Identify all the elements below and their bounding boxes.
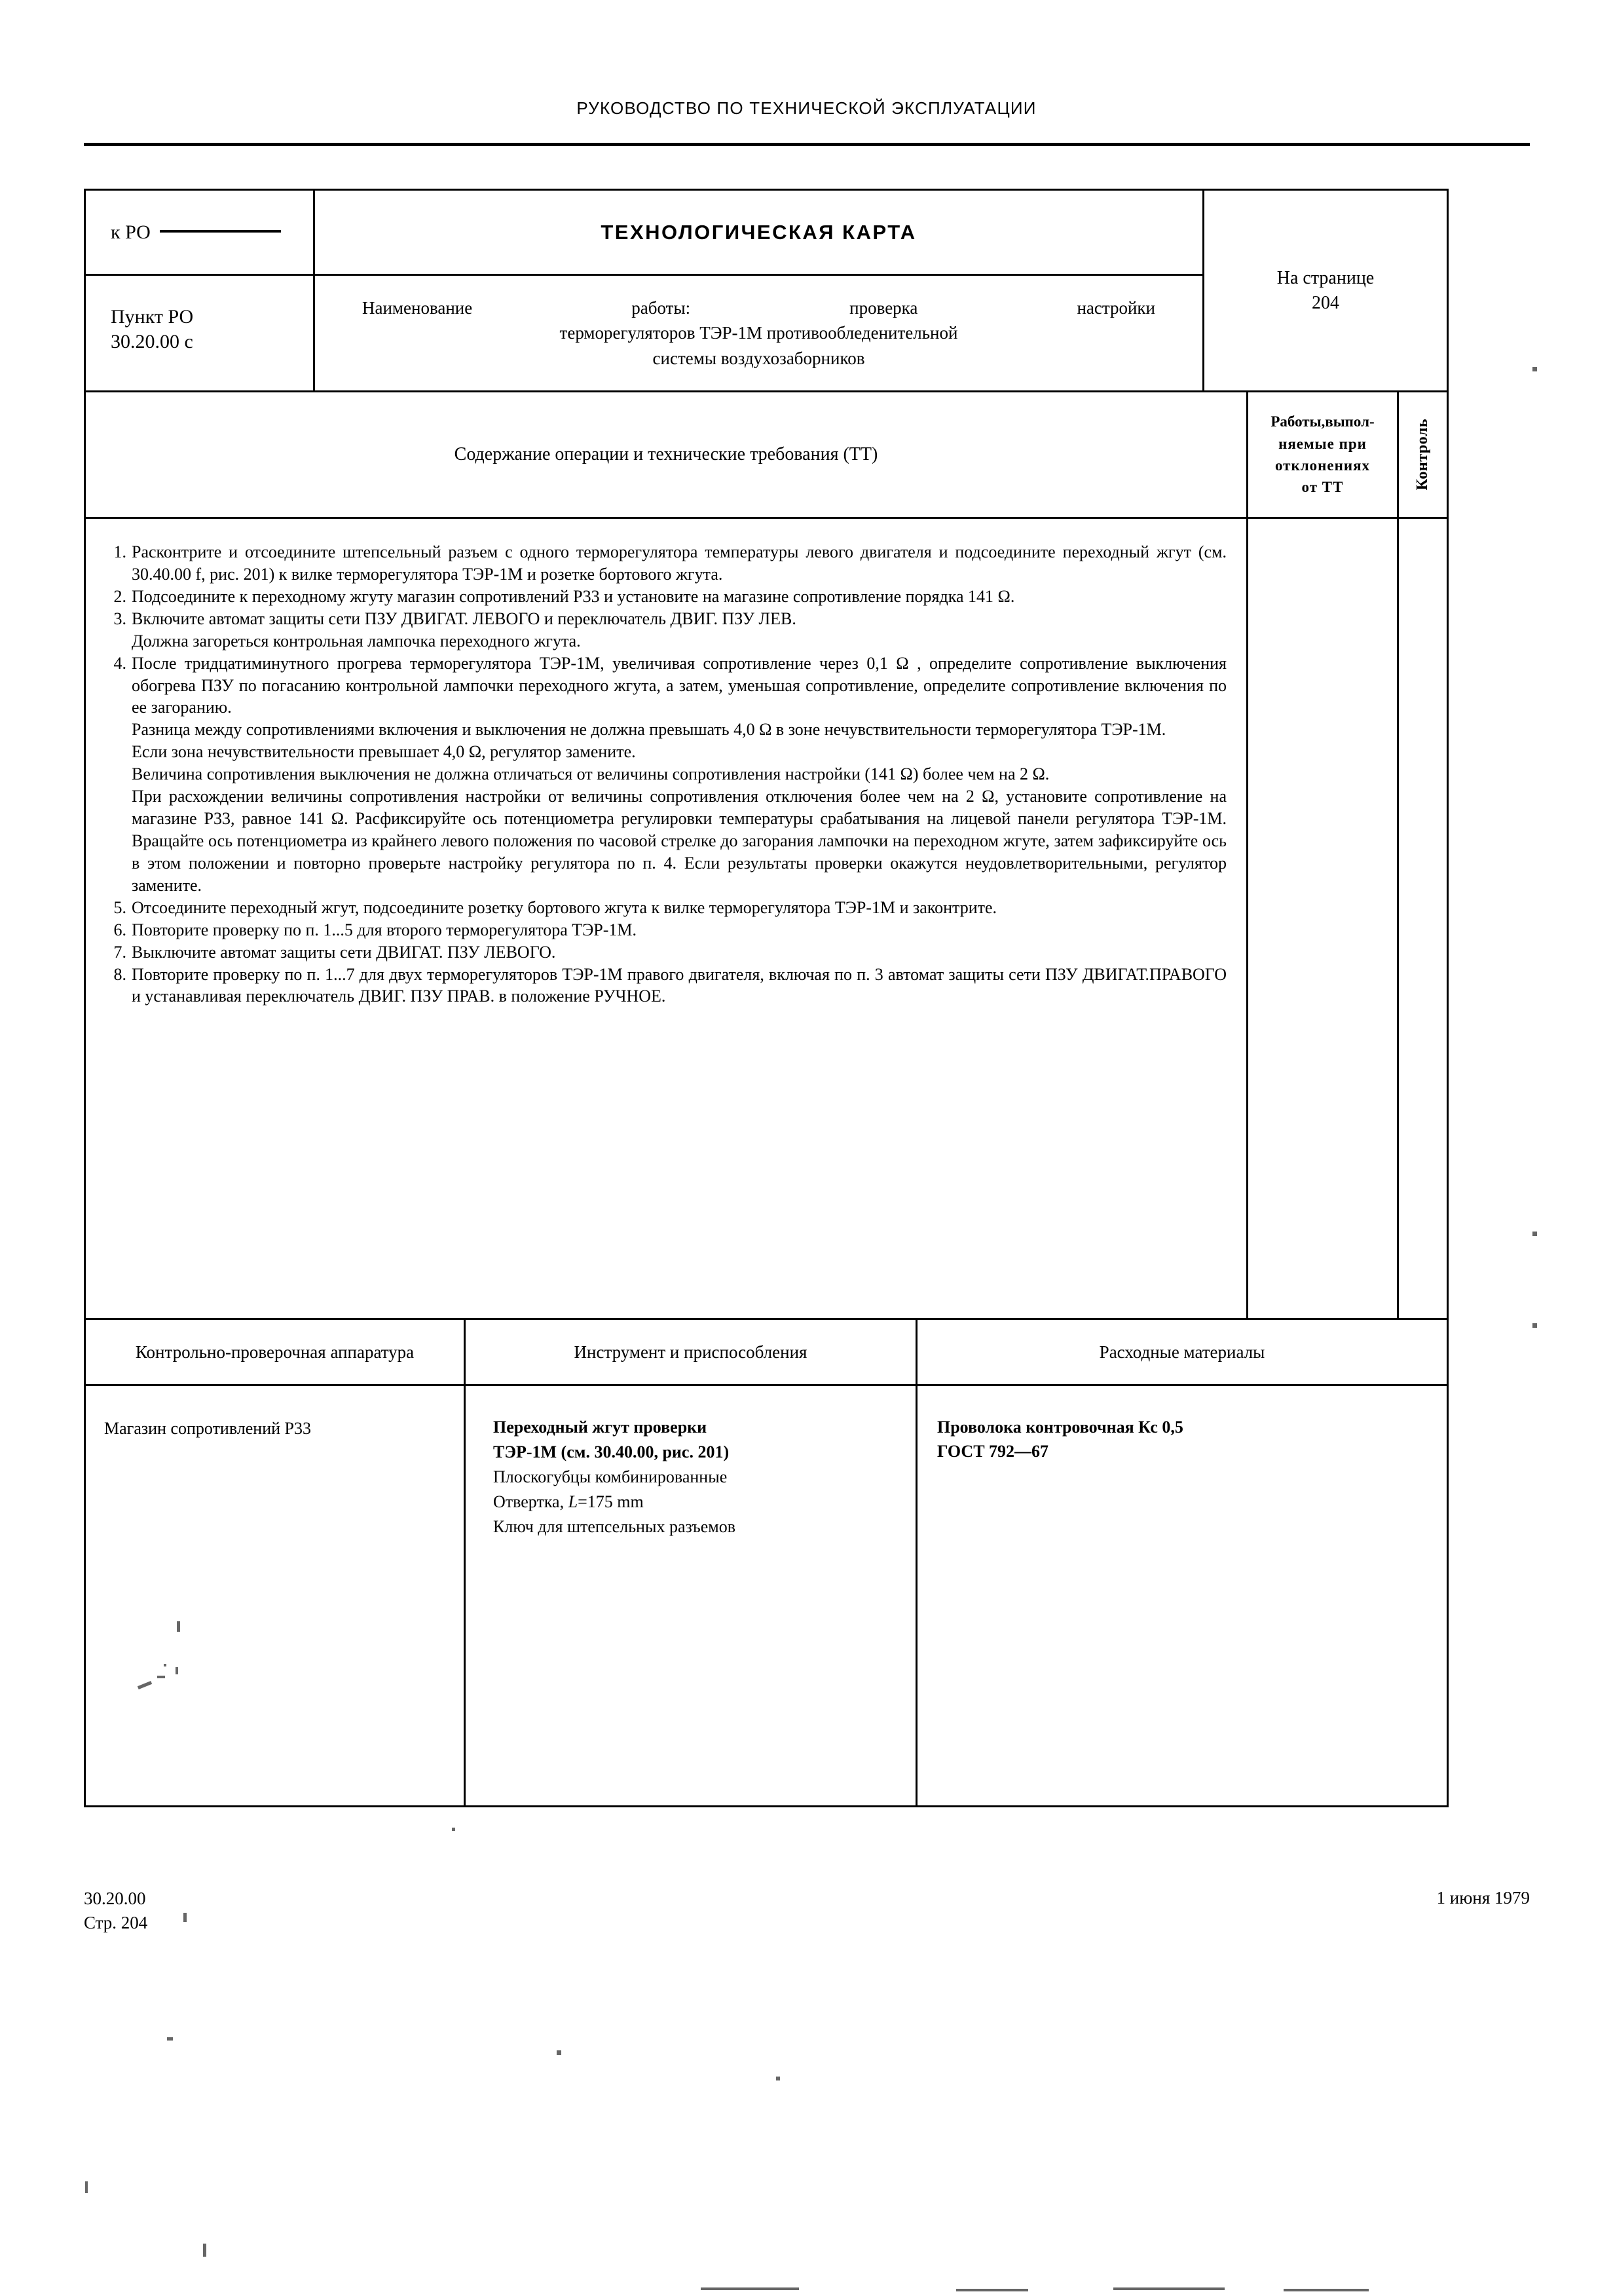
operations-list-cell xyxy=(86,519,1248,1318)
work-name-line-1 xyxy=(362,295,1155,320)
scan-speck xyxy=(164,1664,166,1666)
footer-left-block xyxy=(84,1887,147,1934)
work-name-word-3: проверка xyxy=(849,298,918,318)
operation-content-header-cell xyxy=(86,392,1248,517)
footer-doc-number: 30.20.00 xyxy=(84,1889,146,1908)
operation-step-number: 7. xyxy=(113,942,126,962)
work-name-line-3: системы воздухозаборников xyxy=(652,348,865,368)
deviations-header-line-3: отклонениях xyxy=(1274,457,1371,474)
control-header: Контроль xyxy=(1414,419,1431,491)
operation-step-number: 1. xyxy=(113,542,126,561)
page-reference-text xyxy=(1277,266,1374,315)
operation-step-paragraph: Если зона нечувствительности превышает 4,0 Ω, регулятор замените. xyxy=(132,742,636,762)
equipment-list-cell xyxy=(86,1386,466,1805)
work-name-word-2: работы: xyxy=(631,298,691,318)
operation-step-number: 6. xyxy=(113,920,126,939)
deviations-header xyxy=(1270,411,1374,498)
card-header-middle-column xyxy=(315,191,1204,390)
screwdriver-length-value: =175 mm xyxy=(578,1492,644,1511)
operation-step-paragraph: Повторите проверку по п. 1...5 для второго терморегулятора ТЭР-1М. xyxy=(132,920,637,939)
deviations-header-line-4: от ТТ xyxy=(1301,479,1344,496)
deviations-header-line-1: Работы,выпол- xyxy=(1270,413,1375,430)
header-divider-rule xyxy=(84,143,1530,146)
operation-step-paragraph: Разница между сопротивлениями включения и выключения не должна превышать 4,0 Ω в зоне нечувствительности терморегулятора ТЭР-1М. xyxy=(132,720,1166,740)
operation-step-paragraph: При расхождении величины сопротивления настройки от величины сопротивления отключения более чем на 2 Ω, установите сопротивление на магазине Р33, равное 141 Ω. Расфиксируйте ось потенциометра регулировки температуры срабатывания на лицевой панели регулятора ТЭР-1М. Вращайте ось потенциометра из крайнего левого положения по часовой стрелке до загорания лампочки на переходном жгуте, затем зафиксируйте ось в этом положении и повторно проверьте настройку регулятора по п. 4. Если результаты проверки окажутся неудовлетворительными, регулятор замените. xyxy=(132,787,1227,895)
footer-page-number: Стр. 204 xyxy=(84,1912,148,1932)
page-reference-cell xyxy=(1204,191,1447,390)
equipment-item: Магазин сопротивлений Р33 xyxy=(104,1419,311,1438)
work-name-text xyxy=(362,295,1155,371)
operation-step xyxy=(102,897,1227,919)
operation-step-number: 2. xyxy=(113,586,126,606)
scan-speck xyxy=(1284,2289,1369,2291)
scan-speck xyxy=(176,1667,178,1674)
work-name-cell xyxy=(315,276,1202,390)
operation-step-paragraph: Величина сопротивления выключения не должна отличаться от величины сопротивления настройки (141 Ω) более чем на 2 Ω. xyxy=(132,764,1050,784)
operation-step xyxy=(102,919,1227,941)
page-header xyxy=(0,98,1613,119)
punkt-ro-value: 30.20.00 с xyxy=(111,331,193,353)
deviations-body-cell xyxy=(1248,519,1399,1318)
card-header-left-column xyxy=(86,191,315,390)
resources-headers-row xyxy=(86,1318,1447,1384)
operation-step-number: 5. xyxy=(113,897,126,917)
operation-content-header: Содержание операции и технические требования (ТТ) xyxy=(454,444,878,464)
work-name-line-2: терморегуляторов ТЭР-1М противообледенительной xyxy=(559,323,958,343)
screwdriver-label: Отвертка, xyxy=(493,1492,568,1511)
operation-step-paragraph: Повторите проверку по п. 1...7 для двух терморегуляторов ТЭР-1М правого двигателя, включая по п. 3 автомат защиты сети ПЗУ ДВИГАТ.ПРАВОГО и устанавливая переключатель ДВИГ. ПЗУ ПРАВ. в положение РУЧНОЕ. xyxy=(132,964,1227,1006)
tool-item-screwdriver xyxy=(493,1490,904,1515)
work-name-word-1: Наименование xyxy=(362,298,473,318)
operation-step-paragraph: После тридцатиминутного прогрева терморегулятора ТЭР-1М, увеличивая сопротивление через 0,1 Ω , определите сопротивление выключения обогрева ПЗУ по погасанию контрольной лампочки переходного жгута, а затем, уменьшая сопротивление, определите сопротивление включения по ее загоранию. xyxy=(132,653,1227,717)
card-header-row xyxy=(86,191,1447,390)
tool-item-harness-line-1: Переходный жгут проверки xyxy=(493,1418,707,1437)
manual-title: РУКОВОДСТВО ПО ТЕХНИЧЕСКОЙ ЭКСПЛУАТАЦИИ xyxy=(576,98,1037,118)
control-body-cell xyxy=(1399,519,1447,1318)
scan-speck xyxy=(1532,1323,1537,1328)
operation-step xyxy=(102,652,1227,897)
operation-step-paragraph: Включите автомат защиты сети ПЗУ ДВИГАТ. ЛЕВОГО и переключатель ДВИГ. ПЗУ ЛЕВ. xyxy=(132,609,796,628)
page-reference-number: 204 xyxy=(1312,292,1339,313)
tools-list-cell xyxy=(466,1386,918,1805)
screwdriver-length-symbol: L xyxy=(568,1492,578,1511)
material-item-wire: Проволока контровочная Кс 0,5 xyxy=(937,1418,1183,1437)
kro-label: к РО xyxy=(111,221,151,243)
materials-header: Расходные материалы xyxy=(1099,1342,1265,1362)
scan-speck xyxy=(183,1913,187,1922)
kro-cell xyxy=(86,191,313,276)
materials-header-cell xyxy=(918,1320,1447,1384)
scan-speck xyxy=(776,2077,780,2080)
operations-body-row xyxy=(86,517,1447,1318)
operation-step-paragraph: Расконтрите и отсоедините штепсельный разъем с одного терморегулятора температуры левого двигателя и подсоедините переходный жгут (см. 30.40.00 f, рис. 201) к вилке терморегулятора ТЭР-1М и розетке бортового жгута. xyxy=(132,542,1227,584)
card-title-cell xyxy=(315,191,1202,276)
operation-step xyxy=(102,608,1227,652)
scan-speck xyxy=(1532,1232,1537,1236)
tools-header-cell xyxy=(466,1320,918,1384)
punkt-ro-label: Пункт РО xyxy=(111,306,194,328)
work-name-word-4: настройки xyxy=(1077,298,1155,318)
material-item-gost: ГОСТ 792—67 xyxy=(937,1442,1049,1461)
operation-step-paragraph: Подсоедините к переходному жгуту магазин сопротивлений Р33 и установите на магазине сопротивление порядка 141 Ω. xyxy=(132,586,1015,606)
scan-speck xyxy=(85,2181,88,2193)
operation-step xyxy=(102,941,1227,964)
scan-speck xyxy=(1532,367,1537,371)
tool-item-wrench: Ключ для штепсельных разъемов xyxy=(493,1516,736,1536)
scan-speck xyxy=(452,1828,455,1831)
scan-speck xyxy=(203,2244,206,2257)
footer-date: 1 июня 1979 xyxy=(1436,1888,1530,1908)
scan-speck xyxy=(157,1676,165,1678)
punkt-ro-cell xyxy=(86,276,313,390)
operation-step-number: 4. xyxy=(113,653,126,673)
operation-step-paragraph: Отсоедините переходный жгут, подсоедините розетку бортового жгута к вилке терморегулятора ТЭР-1М и законтрите. xyxy=(132,897,997,917)
kro-blank-line xyxy=(160,230,281,233)
resources-body-row xyxy=(86,1384,1447,1805)
operation-step-paragraph: Должна загореться контрольная лампочка переходного жгута. xyxy=(132,631,581,650)
deviations-header-line-2: няемые при xyxy=(1278,435,1367,452)
materials-list-cell xyxy=(918,1386,1447,1805)
column-headers-row xyxy=(86,390,1447,517)
operation-step-number: 3. xyxy=(113,609,126,628)
scan-speck xyxy=(956,2289,1028,2291)
scan-speck xyxy=(1113,2287,1225,2290)
page-footer xyxy=(84,1887,1530,1934)
operation-step xyxy=(102,586,1227,608)
deviations-header-cell xyxy=(1248,392,1399,517)
card-title: ТЕХНОЛОГИЧЕСКАЯ КАРТА xyxy=(601,220,917,244)
tool-item-pliers: Плоскогубцы комбинированные xyxy=(493,1467,728,1486)
operations-list xyxy=(102,541,1227,1007)
scan-speck xyxy=(167,2037,173,2041)
equipment-header: Контрольно-проверочная аппаратура xyxy=(135,1342,415,1362)
control-header-cell xyxy=(1399,392,1447,517)
scan-speck xyxy=(701,2287,799,2290)
operation-step xyxy=(102,964,1227,1008)
tools-header: Инструмент и приспособления xyxy=(574,1342,807,1362)
scan-speck xyxy=(177,1621,180,1632)
tool-item-harness-line-2: ТЭР-1М (см. 30.40.00, рис. 201) xyxy=(493,1442,730,1461)
operation-step xyxy=(102,541,1227,586)
operation-step-number: 8. xyxy=(113,964,126,984)
page-reference-label: На странице xyxy=(1276,267,1375,288)
operation-step-paragraph: Выключите автомат защиты сети ДВИГАТ. ПЗУ ЛЕВОГО. xyxy=(132,942,556,962)
equipment-header-cell xyxy=(86,1320,466,1384)
scan-speck xyxy=(557,2050,561,2055)
technological-card-table xyxy=(84,189,1449,1807)
